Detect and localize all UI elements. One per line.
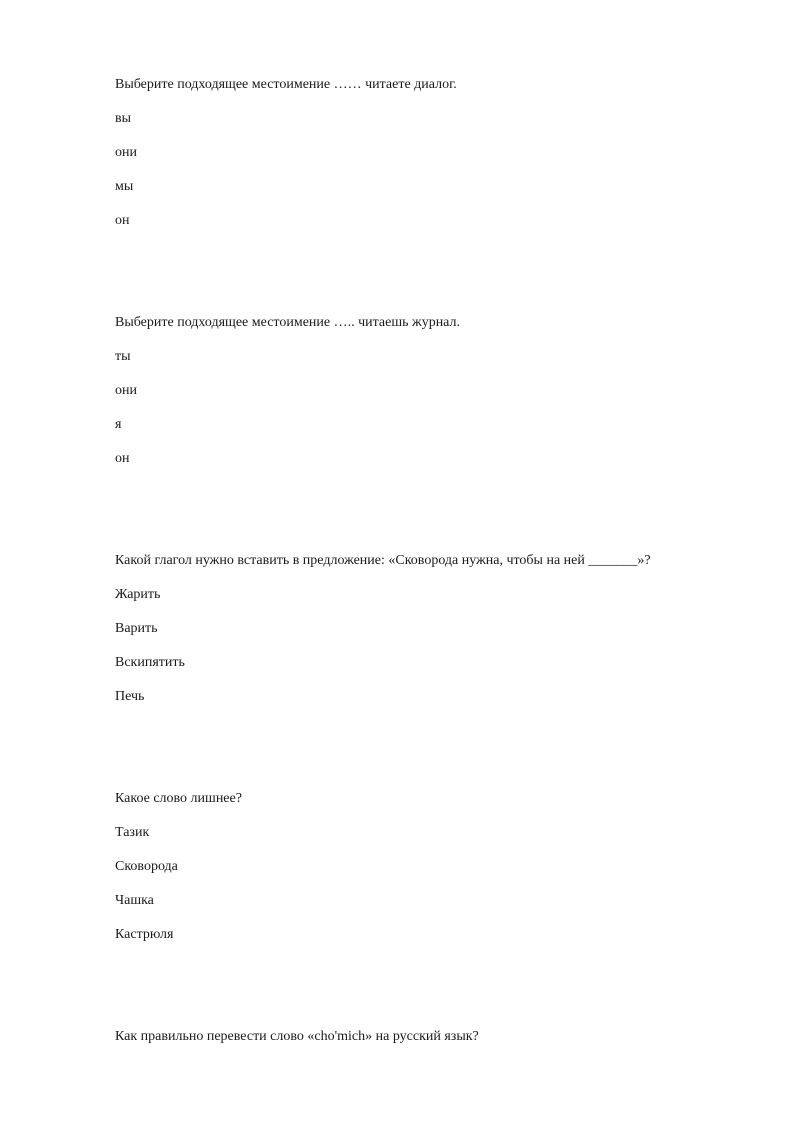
answer-option: вы [115, 111, 132, 126]
question-text: Выберите подходящее местоимение …… читаете диалог. [115, 77, 457, 92]
answer-option: Тазик [115, 825, 150, 840]
answer-option: он [115, 213, 130, 228]
answer-option: мы [115, 179, 134, 194]
answer-option: ты [115, 349, 131, 364]
question-3 [115, 553, 755, 705]
answer-option: Печь [115, 689, 145, 704]
answer-option: Варить [115, 621, 158, 636]
question-2 [115, 315, 755, 467]
answer-option: Чашка [115, 893, 154, 908]
question-text: Как правильно перевести слово «cho'mich» на русский язык? [115, 1029, 479, 1044]
question-4 [115, 791, 755, 943]
answer-option: Вскипятить [115, 655, 185, 670]
question-text: Какое слово лишнее? [115, 791, 242, 806]
answer-option: Кастрюля [115, 927, 174, 942]
answer-option: Сковорода [115, 859, 178, 874]
answer-option: Жарить [115, 587, 161, 602]
question-1 [115, 77, 755, 229]
answer-option: он [115, 451, 130, 466]
answer-option: они [115, 145, 137, 160]
question-text: Выберите подходящее местоимение ….. читаешь журнал. [115, 315, 461, 330]
answer-option: они [115, 383, 137, 398]
question-5 [115, 1029, 755, 1045]
question-text: Какой глагол нужно вставить в предложение: «Сковорода нужна, чтобы на ней _______»? [115, 553, 651, 568]
answer-option: я [115, 417, 122, 432]
